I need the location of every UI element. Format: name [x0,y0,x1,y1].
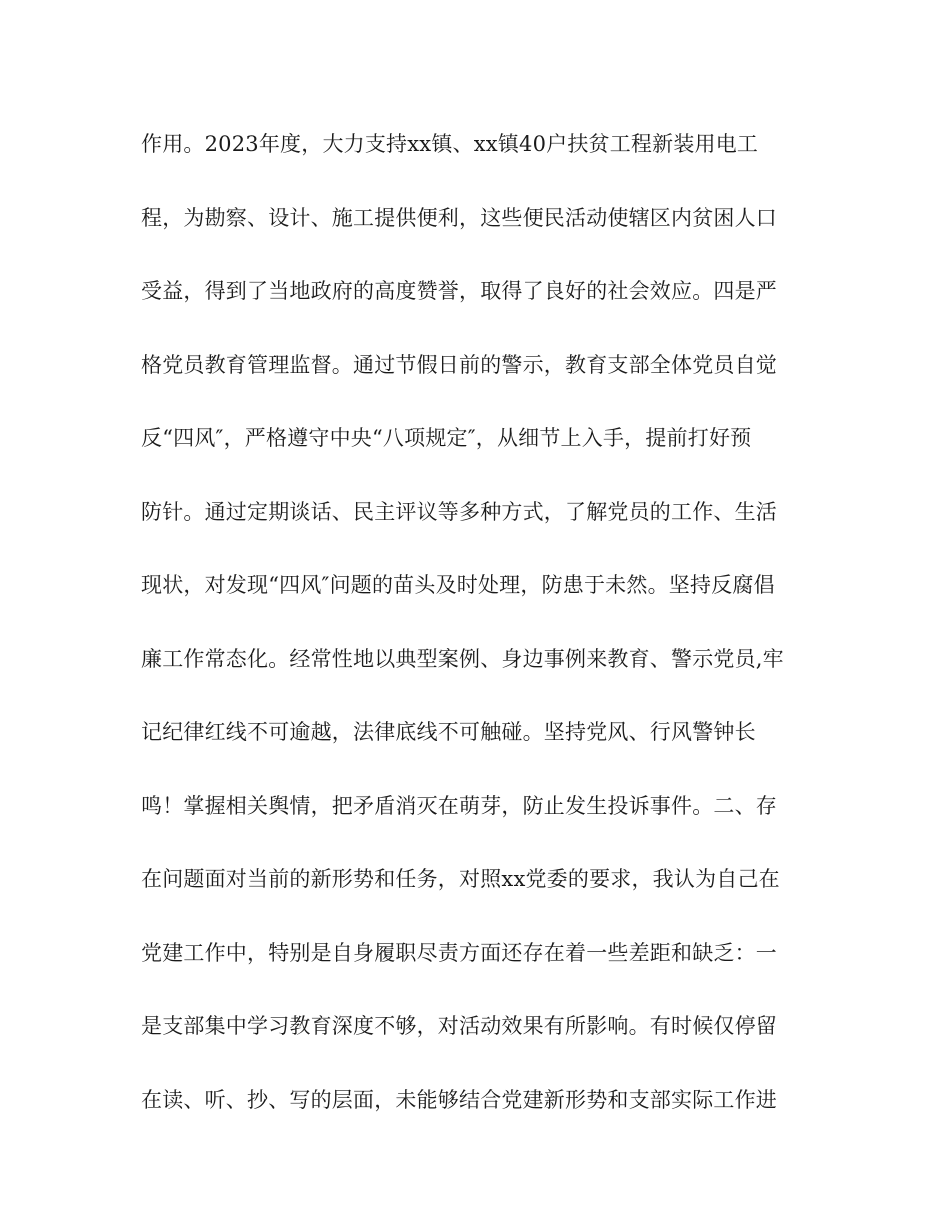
text-line-9: 记纪律红线不可逾越，法律底线不可触碰。坚持党风、行风警钟长 [141,720,756,744]
text-line-13: 是支部集中学习教育深度不够，对活动效果有所影响。有时候仅停留 [141,1014,777,1038]
text-line-4: 格党员教育管理监督。通过节假日前的警示，教育支部全体党员自觉 [141,352,777,377]
text-line-1: 作用。2023年度，大力支持xx镇、xx镇40户扶贫工程新装用电工 [141,132,759,156]
text-line-2: 程，为勘察、设计、施工提供便利，这些便民活动使辖区内贫困人口 [141,205,777,230]
text-line-12: 党建工作中，特别是自身履职尽责方面还存在着一些差距和缺乏：一 [141,940,777,965]
text-line-10: 鸣！掌握相关舆情，把矛盾消灭在萌芽，防止发生投诉事件。二、存 [141,793,777,818]
body-text [141,126,811,1155]
text-line-3: 受益，得到了当地政府的高度赞誉，取得了良好的社会效应。四是严 [141,279,777,303]
text-line-7: 现状，对发现“四风″问题的苗头及时处理，防患于未然。坚持反腐倡 [141,573,775,597]
text-line-11: 在问题面对当前的新形势和任务，对照xx党委的要求，我认为自己在 [141,867,780,891]
text-line-5: 反“四风″，严格遵守中央“八项规定″，从细节上入手，提前打好预 [141,426,752,450]
text-line-14: 在读、听、抄、写的层面，未能够结合党建新形势和支部实际工作进 [141,1087,777,1112]
text-line-6: 防针。通过定期谈话、民主评议等多种方式，了解党员的工作、生活 [141,499,777,524]
text-line-8: 廉工作常态化。经常性地以典型案例、身边事例来教育、警示党员,牢 [141,646,784,671]
